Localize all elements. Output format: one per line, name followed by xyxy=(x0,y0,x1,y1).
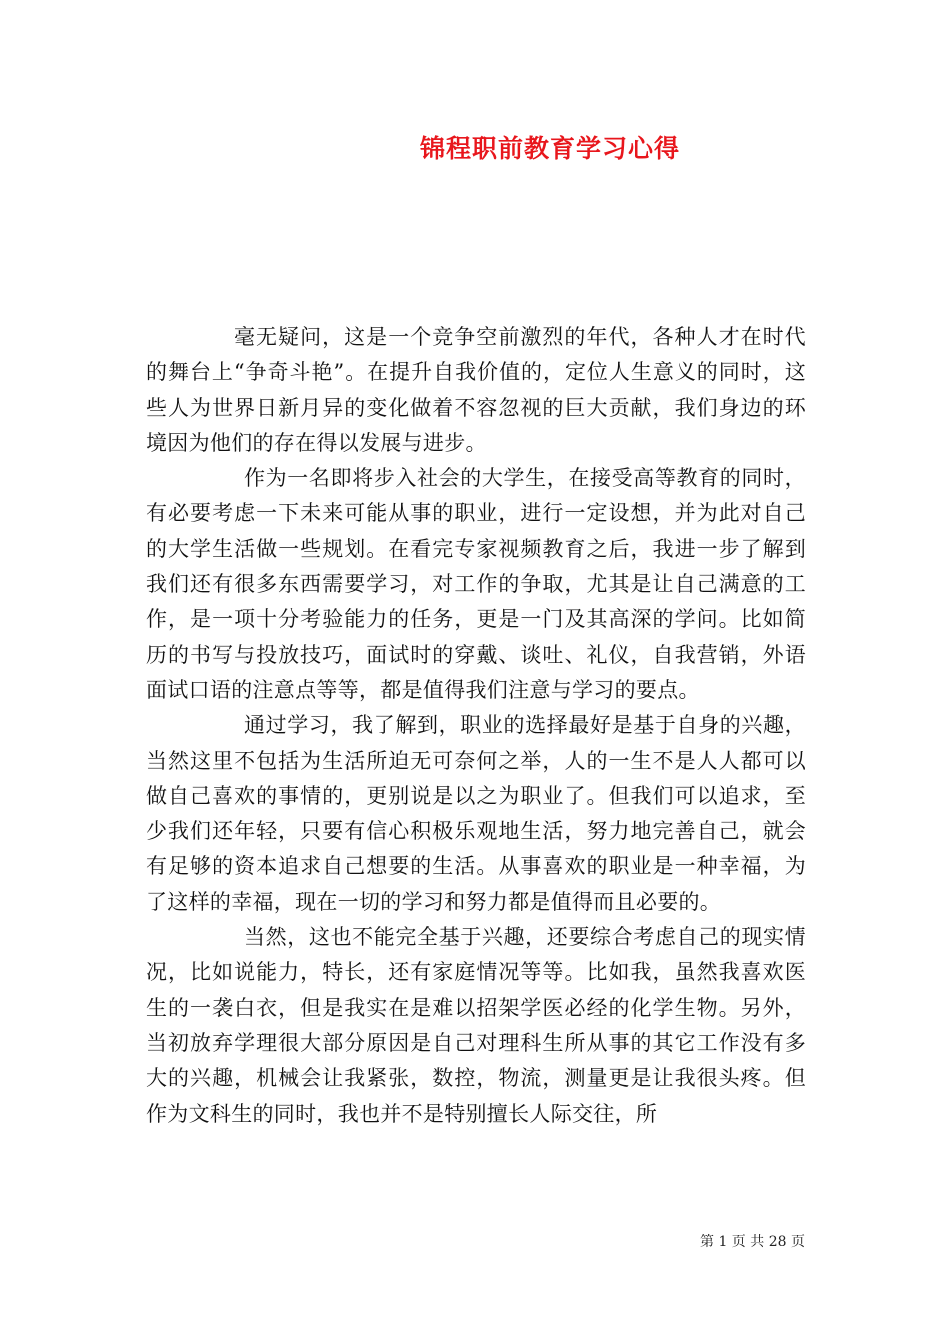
paragraph-4: 当然，这也不能完全基于兴趣，还要综合考虑自己的现实情况，比如说能力，特长，还有家庭情况等等。比如我，虽然我喜欢医生的一袭白衣，但是我实在是难以招架学医必经的化学生物。另外，当初放弃学理很大部分原因是自己对理科生所从事的其它工作没有多大的兴趣，机械会让我紧张，数控，物流，测量更是让我很头疼。但作为文科生的同时，我也并不是特别擅长人际交往，所 xyxy=(146,925,806,1126)
document-body xyxy=(146,320,806,1132)
document-title: 锦程职前教育学习心得 xyxy=(419,134,680,163)
paragraph-1: 毫无疑问，这是一个竞争空前激烈的年代，各种人才在时代的舞台上“争奇斗艳”。在提升自我价值的，定位人生意义的同时，这些人为世界日新月异的变化做着不容忽视的巨大贡献，我们身边的环境因为他们的存在得以发展与进步。 xyxy=(146,325,806,455)
page-number-footer: 第 1 页 共 28 页 xyxy=(700,1234,805,1250)
paragraph-2: 作为一名即将步入社会的大学生，在接受高等教育的同时，有必要考虑一下未来可能从事的职业，进行一定设想，并为此对自己的大学生活做一些规划。在看完专家视频教育之后，我进一步了解到我们还有很多东西需要学习，对工作的争取，尤其是让自己满意的工作，是一项十分考验能力的任务，更是一门及其高深的学问。比如简历的书写与投放技巧，面试时的穿戴、谈吐、礼仪，自我营销，外语面试口语的注意点等等，都是值得我们注意与学习的要点。 xyxy=(146,466,806,702)
paragraph-3: 通过学习，我了解到，职业的选择最好是基于自身的兴趣，当然这里不包括为生活所迫无可奈何之举，人的一生不是人人都可以做自己喜欢的事情的，更别说是以之为职业了。但我们可以追求，至少我们还年轻，只要有信心积极乐观地生活，努力地完善自己，就会有足够的资本追求自己想要的生活。从事喜欢的职业是一种幸福，为了这样的幸福，现在一切的学习和努力都是值得而且必要的。 xyxy=(146,713,806,914)
